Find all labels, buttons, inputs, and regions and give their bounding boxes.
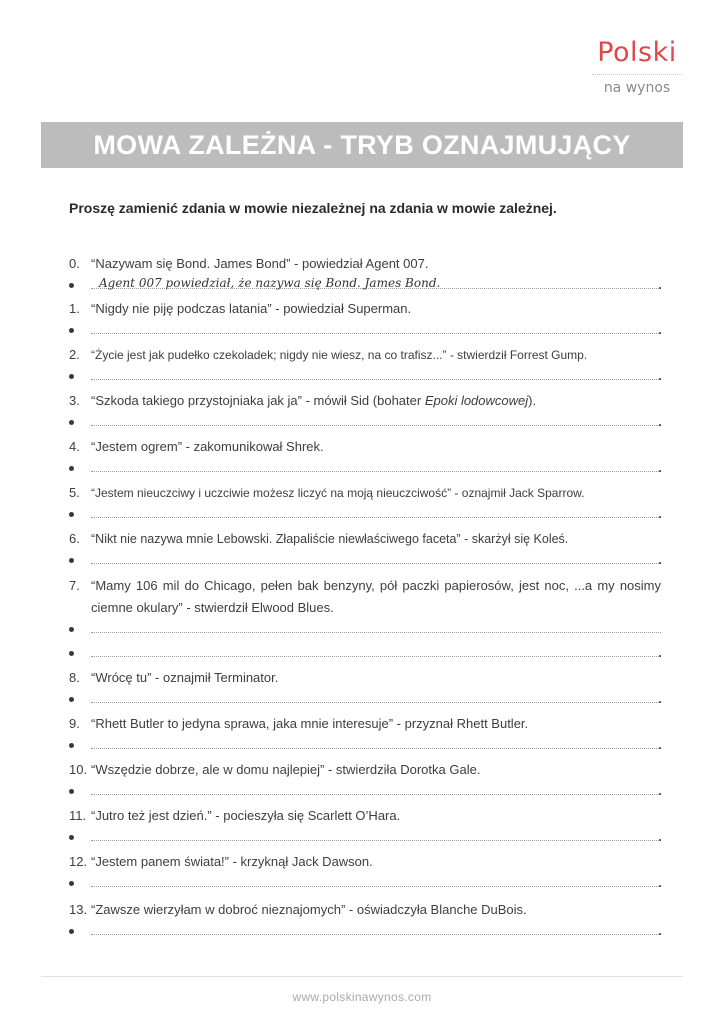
exercise-text: “Mamy 106 mil do Chicago, pełen bak benzyny, pół paczki papierosów, jest noc, ...a my nosimy ciemne okulary” - stwierdził Elwood Blues. [91,578,661,615]
answer-line[interactable] [69,735,661,759]
answer-line[interactable] [69,458,661,482]
exercise-number: 7. [69,578,80,593]
answer-line[interactable] [69,275,661,299]
exercise-number: 10. [69,762,88,777]
bullet-icon [69,466,74,471]
exercise-number: 12. [69,854,88,869]
answer-line[interactable] [69,366,661,390]
logo-divider [592,74,682,75]
bullet-icon [69,627,74,632]
logo-brand: Polski [597,37,677,68]
answer-line[interactable] [69,550,661,574]
exercise-text: “Jestem panem świata!” - krzyknął Jack Dawson. [91,854,373,869]
answer-line[interactable] [69,504,661,528]
bullet-icon [69,835,74,840]
exercise-text: “Jestem nieuczciwy i uczciwie możesz liczyć na moją nieuczciwość” - oznajmił Jack Sparrow. [91,486,585,500]
bullet-icon [69,881,74,886]
bullet-icon [69,651,74,656]
bullet-icon [69,558,74,563]
logo-subtitle: na wynos [603,80,671,96]
exercise-10 [69,759,661,805]
exercise-number: 8. [69,670,80,685]
answer-line[interactable] [69,412,661,436]
exercise-text: “Wrócę tu” - oznajmił Terminator. [91,670,279,685]
exercise-text: “Szkoda takiego przystojniaka jak ja” - mówił Sid (bohater Epoki lodowcowej). [91,393,537,408]
exercise-text: “Wszędzie dobrze, ale w domu najlepiej” - stwierdziła Dorotka Gale. [91,762,481,777]
exercise-1 [69,298,661,344]
exercise-number: 1. [69,301,80,316]
answer-line[interactable] [69,689,661,713]
answer-line[interactable] [69,781,661,805]
exercise-number: 5. [69,485,80,500]
logo [592,38,682,96]
bullet-icon [69,929,74,934]
footer-url[interactable]: www.polskinawynos.com [292,990,432,1004]
bullet-icon [69,789,74,794]
exercise-5 [69,482,661,528]
bullet-icon [69,420,74,425]
exercise-7 [69,575,661,667]
exercise-text: “Nikt nie nazywa mnie Lebowski. Złapaliście niewłaściwego faceta” - skarżył się Koleś. [91,532,569,546]
exercise-0 [69,253,661,299]
exercise-text: “Zawsze wierzyłam w dobroć nieznajomych” - oświadczyła Blanche DuBois. [91,902,527,917]
exercise-text: “Nazywam się Bond. James Bond” - powiedział Agent 007. [91,256,429,271]
example-answer: Agent 007 powiedział, że nazywa się Bond. James Bond. [99,276,441,290]
instruction: Proszę zamienić zdania w mowie niezależnej na zdania w mowie zależnej. [69,200,557,216]
bullet-icon [69,512,74,517]
exercise-9 [69,713,661,759]
answer-line[interactable] [69,643,661,667]
exercise-number: 11. [69,808,87,823]
bullet-icon [69,328,74,333]
bullet-icon [69,374,74,379]
exercise-number: 9. [69,716,80,731]
exercise-number: 6. [69,531,80,546]
answer-line[interactable] [69,320,661,344]
exercise-text: “Jutro też jest dzień.” - pocieszyła się Scarlett O’Hara. [91,808,401,823]
exercise-13 [69,899,661,945]
bullet-icon [69,743,74,748]
answer-line[interactable] [69,921,661,945]
exercise-text: “Jestem ogrem” - zakomunikował Shrek. [91,439,324,454]
exercise-text: “Rhett Butler to jedyna sprawa, jaka mnie interesuje” - przyznał Rhett Butler. [91,716,529,731]
answer-line[interactable] [69,873,661,897]
exercise-6 [69,528,661,574]
exercise-11 [69,805,661,851]
exercise-4 [69,436,661,482]
exercise-number: 2. [69,347,80,362]
exercise-number: 3. [69,393,80,408]
exercise-number: 13. [69,902,88,917]
exercise-3 [69,390,661,436]
exercise-12 [69,851,661,897]
exercise-text: “Nigdy nie piję podczas latania” - powiedział Superman. [91,301,412,316]
bullet-icon [69,283,74,288]
answer-line[interactable] [69,827,661,851]
answer-line[interactable] [69,619,661,643]
exercise-number: 0. [69,256,80,271]
page-title: MOWA ZALEŻNA - TRYB OZNAJMUJĄCY [41,122,683,168]
exercise-number: 4. [69,439,80,454]
exercise-8 [69,667,661,713]
exercise-text: “Życie jest jak pudełko czekoladek; nigdy nie wiesz, na co trafisz...” - stwierdził Forrest Gump. [91,348,588,362]
bullet-icon [69,697,74,702]
exercise-2 [69,344,661,390]
footer-divider [41,976,683,977]
